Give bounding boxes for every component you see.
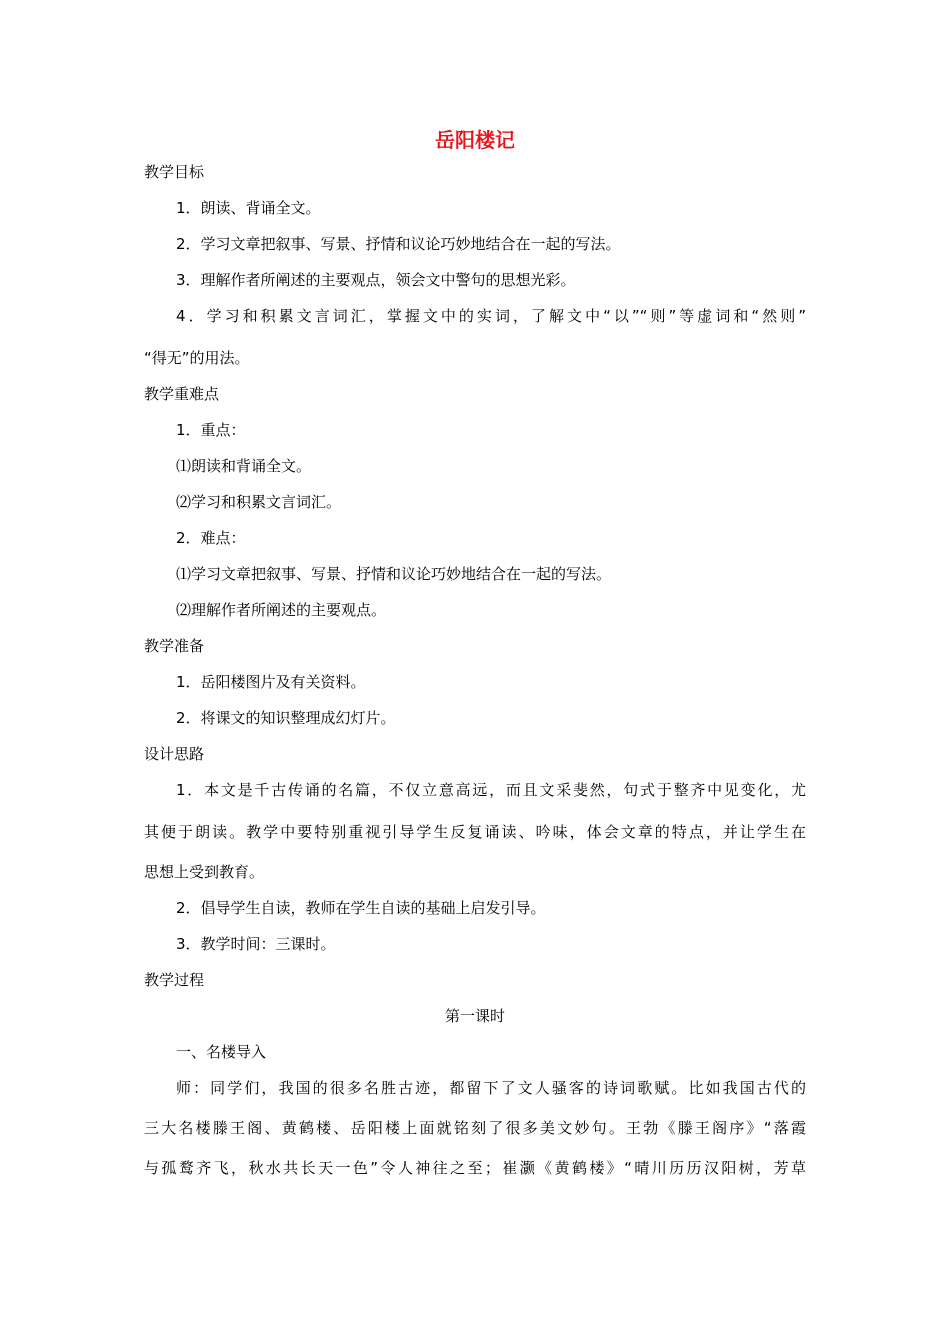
key-point-item: ⑴学习文章把叙事、写景、抒情和议论巧妙地结合在一起的写法。 [176,565,612,583]
key-point-item: ⑵学习和积累文言词汇。 [176,493,342,511]
key-point-item: ⑴朗读和背诵全文。 [176,457,312,475]
design-item: 2．倡导学生自读，教师在学生自读的基础上启发引导。 [176,899,546,917]
paragraph-line: 三大名楼滕王阁、黄鹤楼、岳阳楼上面就铭刻了很多美文妙句。王勃《滕王阁序》“落霞 [144,1119,806,1137]
section-heading-design: 设计思路 [144,745,205,763]
objective-item: 4．学习和积累文言词汇，掌握文中的实词，了解文中“以”“则”等虚词和“然则” [176,307,806,325]
preparation-item: 2．将课文的知识整理成幻灯片。 [176,709,396,727]
section-heading-key-points: 教学重难点 [144,385,220,403]
objective-item-continued: “得无”的用法。 [144,349,250,367]
section-heading-objectives: 教学目标 [144,163,205,181]
section-heading-process: 教学过程 [144,971,205,989]
objective-item: 3．理解作者所阐述的主要观点，领会文中警句的思想光彩。 [176,271,576,289]
paragraph-line: 与孤鹜齐飞，秋水共长天一色”令人神往之至；崔灏《黄鹤楼》“晴川历历汉阳树，芳草 [144,1159,806,1177]
preparation-item: 1．岳阳楼图片及有关资料。 [176,673,366,691]
lesson-heading: 第一课时 [444,1007,505,1025]
part-heading: 一、名楼导入 [176,1043,267,1061]
design-item: 3．教学时间：三课时。 [176,935,336,953]
design-item-continued: 其便于朗读。教学中要特别重视引导学生反复诵读、吟味，体会文章的特点，并让学生在 [144,823,806,841]
design-item: 1．本文是千古传诵的名篇，不仅立意高远，而且文采斐然，句式于整齐中见变化，尤 [176,781,806,799]
objective-item: 1．朗读、背诵全文。 [176,199,321,217]
key-point-item: ⑵理解作者所阐述的主要观点。 [176,601,387,619]
section-heading-preparation: 教学准备 [144,637,205,655]
document-title: 岳阳楼记 [435,128,515,152]
paragraph-line: 师：同学们，我国的很多名胜古迹，都留下了文人骚客的诗词歌赋。比如我国古代的 [176,1079,806,1097]
key-point-item: 2．难点： [176,529,246,547]
key-point-item: 1．重点： [176,421,246,439]
design-item-continued: 思想上受到教育。 [144,863,265,881]
objective-item: 2．学习文章把叙事、写景、抒情和议论巧妙地结合在一起的写法。 [176,235,621,253]
